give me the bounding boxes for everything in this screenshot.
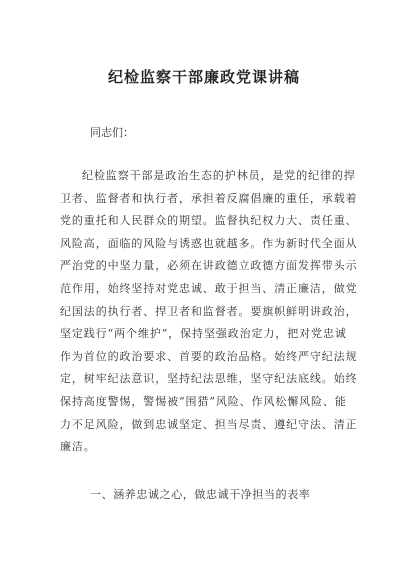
- paragraph-line: 卫者、监督者和执行者，承担着反腐倡廉的重任，承载着: [60, 191, 358, 205]
- section-heading: 一、涵养忠诚之心，做忠诚干净担当的表率: [90, 488, 311, 501]
- paragraph-line: 廉洁。: [60, 440, 96, 454]
- paragraph-line: 风险高，面临的风险与诱惑也就越多。作为新时代全面从: [60, 236, 358, 250]
- salutation: 同志们：: [90, 126, 134, 139]
- paragraph-line: 纪检监察干部是政治生态的护林员，是党的纪律的捍: [82, 169, 356, 182]
- paragraph-line: 定，树牢纪法意识，坚持纪法思维，坚守纪法底线。始终: [60, 372, 358, 386]
- paragraph-line: 保持高度警惕，警惕被“围猎”风险、作风松懈风险、能: [60, 394, 347, 408]
- paragraph-line: 纪国法的执行者、捍卫者和监督者。要旗帜鲜明讲政治，: [60, 304, 358, 318]
- paragraph-line: 坚定践行“两个维护”，保持坚强政治定力，把对党忠诚: [60, 327, 347, 341]
- document-title: 纪检监察干部廉政党课讲稿: [107, 68, 300, 86]
- paragraph-line: 范作用，始终坚持对党忠诚、敢于担当、清正廉洁，做党: [60, 281, 358, 295]
- paragraph-line: 力不足风险，做到忠诚坚定、担当尽责、遵纪守法、清正: [60, 417, 358, 431]
- paragraph-line: 作为首位的政治要求、首要的政治品格。始终严守纪法规: [60, 349, 358, 363]
- paragraph-line: 党的重托和人民群众的期望。监督执纪权力大、责任重、: [60, 214, 358, 228]
- paragraph-line: 严治党的中坚力量，必须在讲政德立政德方面发挥带头示: [60, 259, 358, 273]
- body-paragraph: [60, 168, 360, 462]
